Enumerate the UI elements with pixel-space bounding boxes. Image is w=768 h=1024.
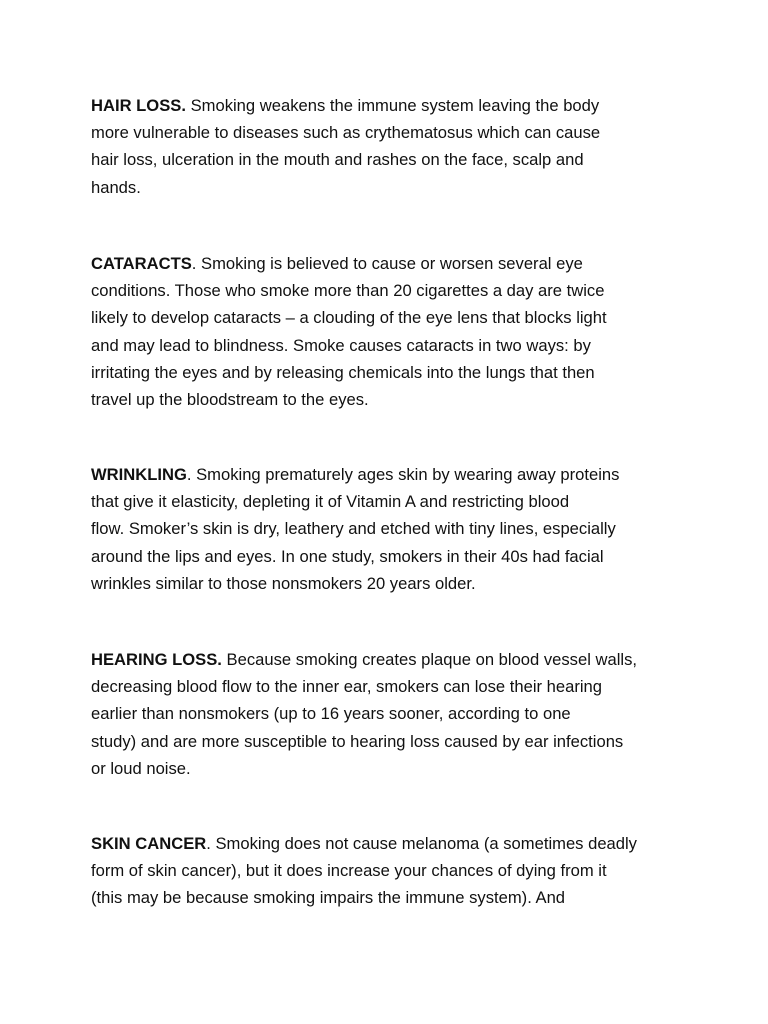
paragraph-line: decreasing blood flow to the inner ear, smokers can lose their hearing <box>91 677 603 697</box>
paragraph-line <box>91 830 691 857</box>
paragraph-line: travel up the bloodstream to the eyes. <box>91 390 369 410</box>
paragraph-line: hair loss, ulceration in the mouth and rashes on the face, scalp and <box>91 150 584 170</box>
section-heading: HEARING LOSS. <box>91 650 222 669</box>
paragraph-hair-loss <box>91 92 691 201</box>
paragraph-text: Because smoking creates plaque on blood vessel walls, <box>221 650 638 669</box>
paragraph-wrinkling <box>91 461 691 597</box>
paragraph-text: . Smoking prematurely ages skin by wearing away proteins <box>186 465 620 484</box>
paragraph-line: (this may be because smoking impairs the immune system). And <box>91 888 566 908</box>
paragraph-line: conditions. Those who smoke more than 20 cigarettes a day are twice <box>91 281 605 301</box>
paragraph-text: . Smoking does not cause melanoma (a sometimes deadly <box>206 834 637 853</box>
section-heading: HAIR LOSS. <box>91 96 186 115</box>
paragraph-line: flow. Smoker’s skin is dry, leathery and etched with tiny lines, especially <box>91 519 616 539</box>
section-heading: SKIN CANCER <box>91 834 207 853</box>
paragraph-line: wrinkles similar to those nonsmokers 20 years older. <box>91 573 476 593</box>
paragraph-line <box>91 92 691 119</box>
paragraph-skin-cancer <box>91 830 691 912</box>
paragraph-line: irritating the eyes and by releasing chemicals into the lungs that then <box>91 362 595 382</box>
paragraph-line: form of skin cancer), but it does increase your chances of dying from it <box>91 861 607 881</box>
paragraph-line: likely to develop cataracts – a clouding of the eye lens that blocks light <box>91 308 607 328</box>
paragraph-line <box>91 461 691 488</box>
paragraph-line: that give it elasticity, depleting it of Vitamin A and restricting blood <box>91 492 570 512</box>
paragraph-text: Smoking weakens the immune system leaving the body <box>185 96 600 115</box>
paragraph-line: or loud noise. <box>91 758 191 778</box>
paragraph-line: and may lead to blindness. Smoke causes cataracts in two ways: by <box>91 335 591 355</box>
paragraph-hearing-loss <box>91 646 691 782</box>
paragraph-line: study) and are more susceptible to hearing loss caused by ear infections <box>91 731 624 751</box>
section-heading: WRINKLING <box>91 465 187 484</box>
paragraph-line: around the lips and eyes. In one study, smokers in their 40s had facial <box>91 546 604 566</box>
paragraph-line <box>91 646 691 673</box>
section-heading: CATARACTS <box>91 254 192 273</box>
paragraph-line: more vulnerable to diseases such as crythematosus which can cause <box>91 123 601 143</box>
paragraph-line: earlier than nonsmokers (up to 16 years sooner, according to one <box>91 704 571 724</box>
paragraph-line <box>91 250 691 277</box>
paragraph-cataracts <box>91 250 691 413</box>
paragraph-line: hands. <box>91 177 141 197</box>
paragraph-text: . Smoking is believed to cause or worsen several eye <box>191 254 583 273</box>
